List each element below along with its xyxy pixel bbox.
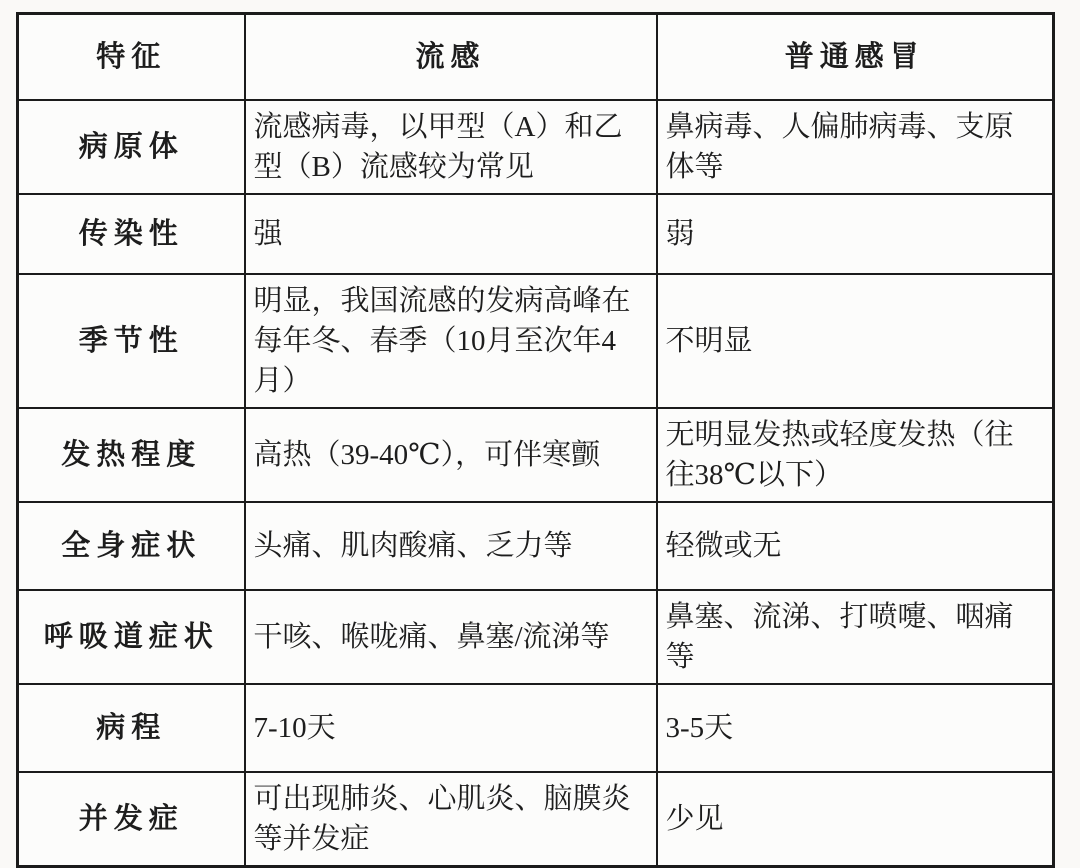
row-label: 病程 xyxy=(18,684,245,772)
table-row-fever-degree xyxy=(18,408,1054,502)
flu-cell: 明显，我国流感的发病高峰在每年冬、春季（10月至次年4月） xyxy=(245,274,657,408)
row-label: 季节性 xyxy=(18,274,245,408)
table-row-disease-course xyxy=(18,684,1054,772)
cold-cell: 轻微或无 xyxy=(657,502,1054,590)
flu-cell: 高热（39-40℃），可伴寒颤 xyxy=(245,408,657,502)
flu-cell: 可出现肺炎、心肌炎、脑膜炎等并发症 xyxy=(245,772,657,867)
column-header-feature: 特征 xyxy=(18,14,245,100)
flu-cell: 头痛、肌肉酸痛、乏力等 xyxy=(245,502,657,590)
cold-cell: 鼻病毒、人偏肺病毒、支原体等 xyxy=(657,100,1054,194)
table-row-pathogen xyxy=(18,100,1054,194)
table-header-row xyxy=(18,14,1054,100)
flu-cell: 干咳、喉咙痛、鼻塞/流涕等 xyxy=(245,590,657,684)
table-row-complications xyxy=(18,772,1054,867)
cold-cell: 鼻塞、流涕、打喷嚏、咽痛等 xyxy=(657,590,1054,684)
table-row-systemic-symptoms xyxy=(18,502,1054,590)
cold-cell: 弱 xyxy=(657,194,1054,274)
flu-cell: 强 xyxy=(245,194,657,274)
cold-cell: 无明显发热或轻度发热（往往38℃以下） xyxy=(657,408,1054,502)
row-label: 病原体 xyxy=(18,100,245,194)
row-label: 呼吸道症状 xyxy=(18,590,245,684)
cold-cell: 少见 xyxy=(657,772,1054,867)
row-label: 发热程度 xyxy=(18,408,245,502)
cold-cell: 不明显 xyxy=(657,274,1054,408)
flu-cell: 流感病毒，以甲型（A）和乙型（B）流感较为常见 xyxy=(245,100,657,194)
table-row-infectivity xyxy=(18,194,1054,274)
column-header-flu: 流感 xyxy=(245,14,657,100)
cold-cell: 3-5天 xyxy=(657,684,1054,772)
table-row-seasonality xyxy=(18,274,1054,408)
row-label: 全身症状 xyxy=(18,502,245,590)
row-label: 并发症 xyxy=(18,772,245,867)
column-header-common-cold: 普通感冒 xyxy=(657,14,1054,100)
flu-vs-cold-comparison-table xyxy=(16,12,1055,868)
table-row-respiratory-symptoms xyxy=(18,590,1054,684)
row-label: 传染性 xyxy=(18,194,245,274)
flu-cell: 7-10天 xyxy=(245,684,657,772)
